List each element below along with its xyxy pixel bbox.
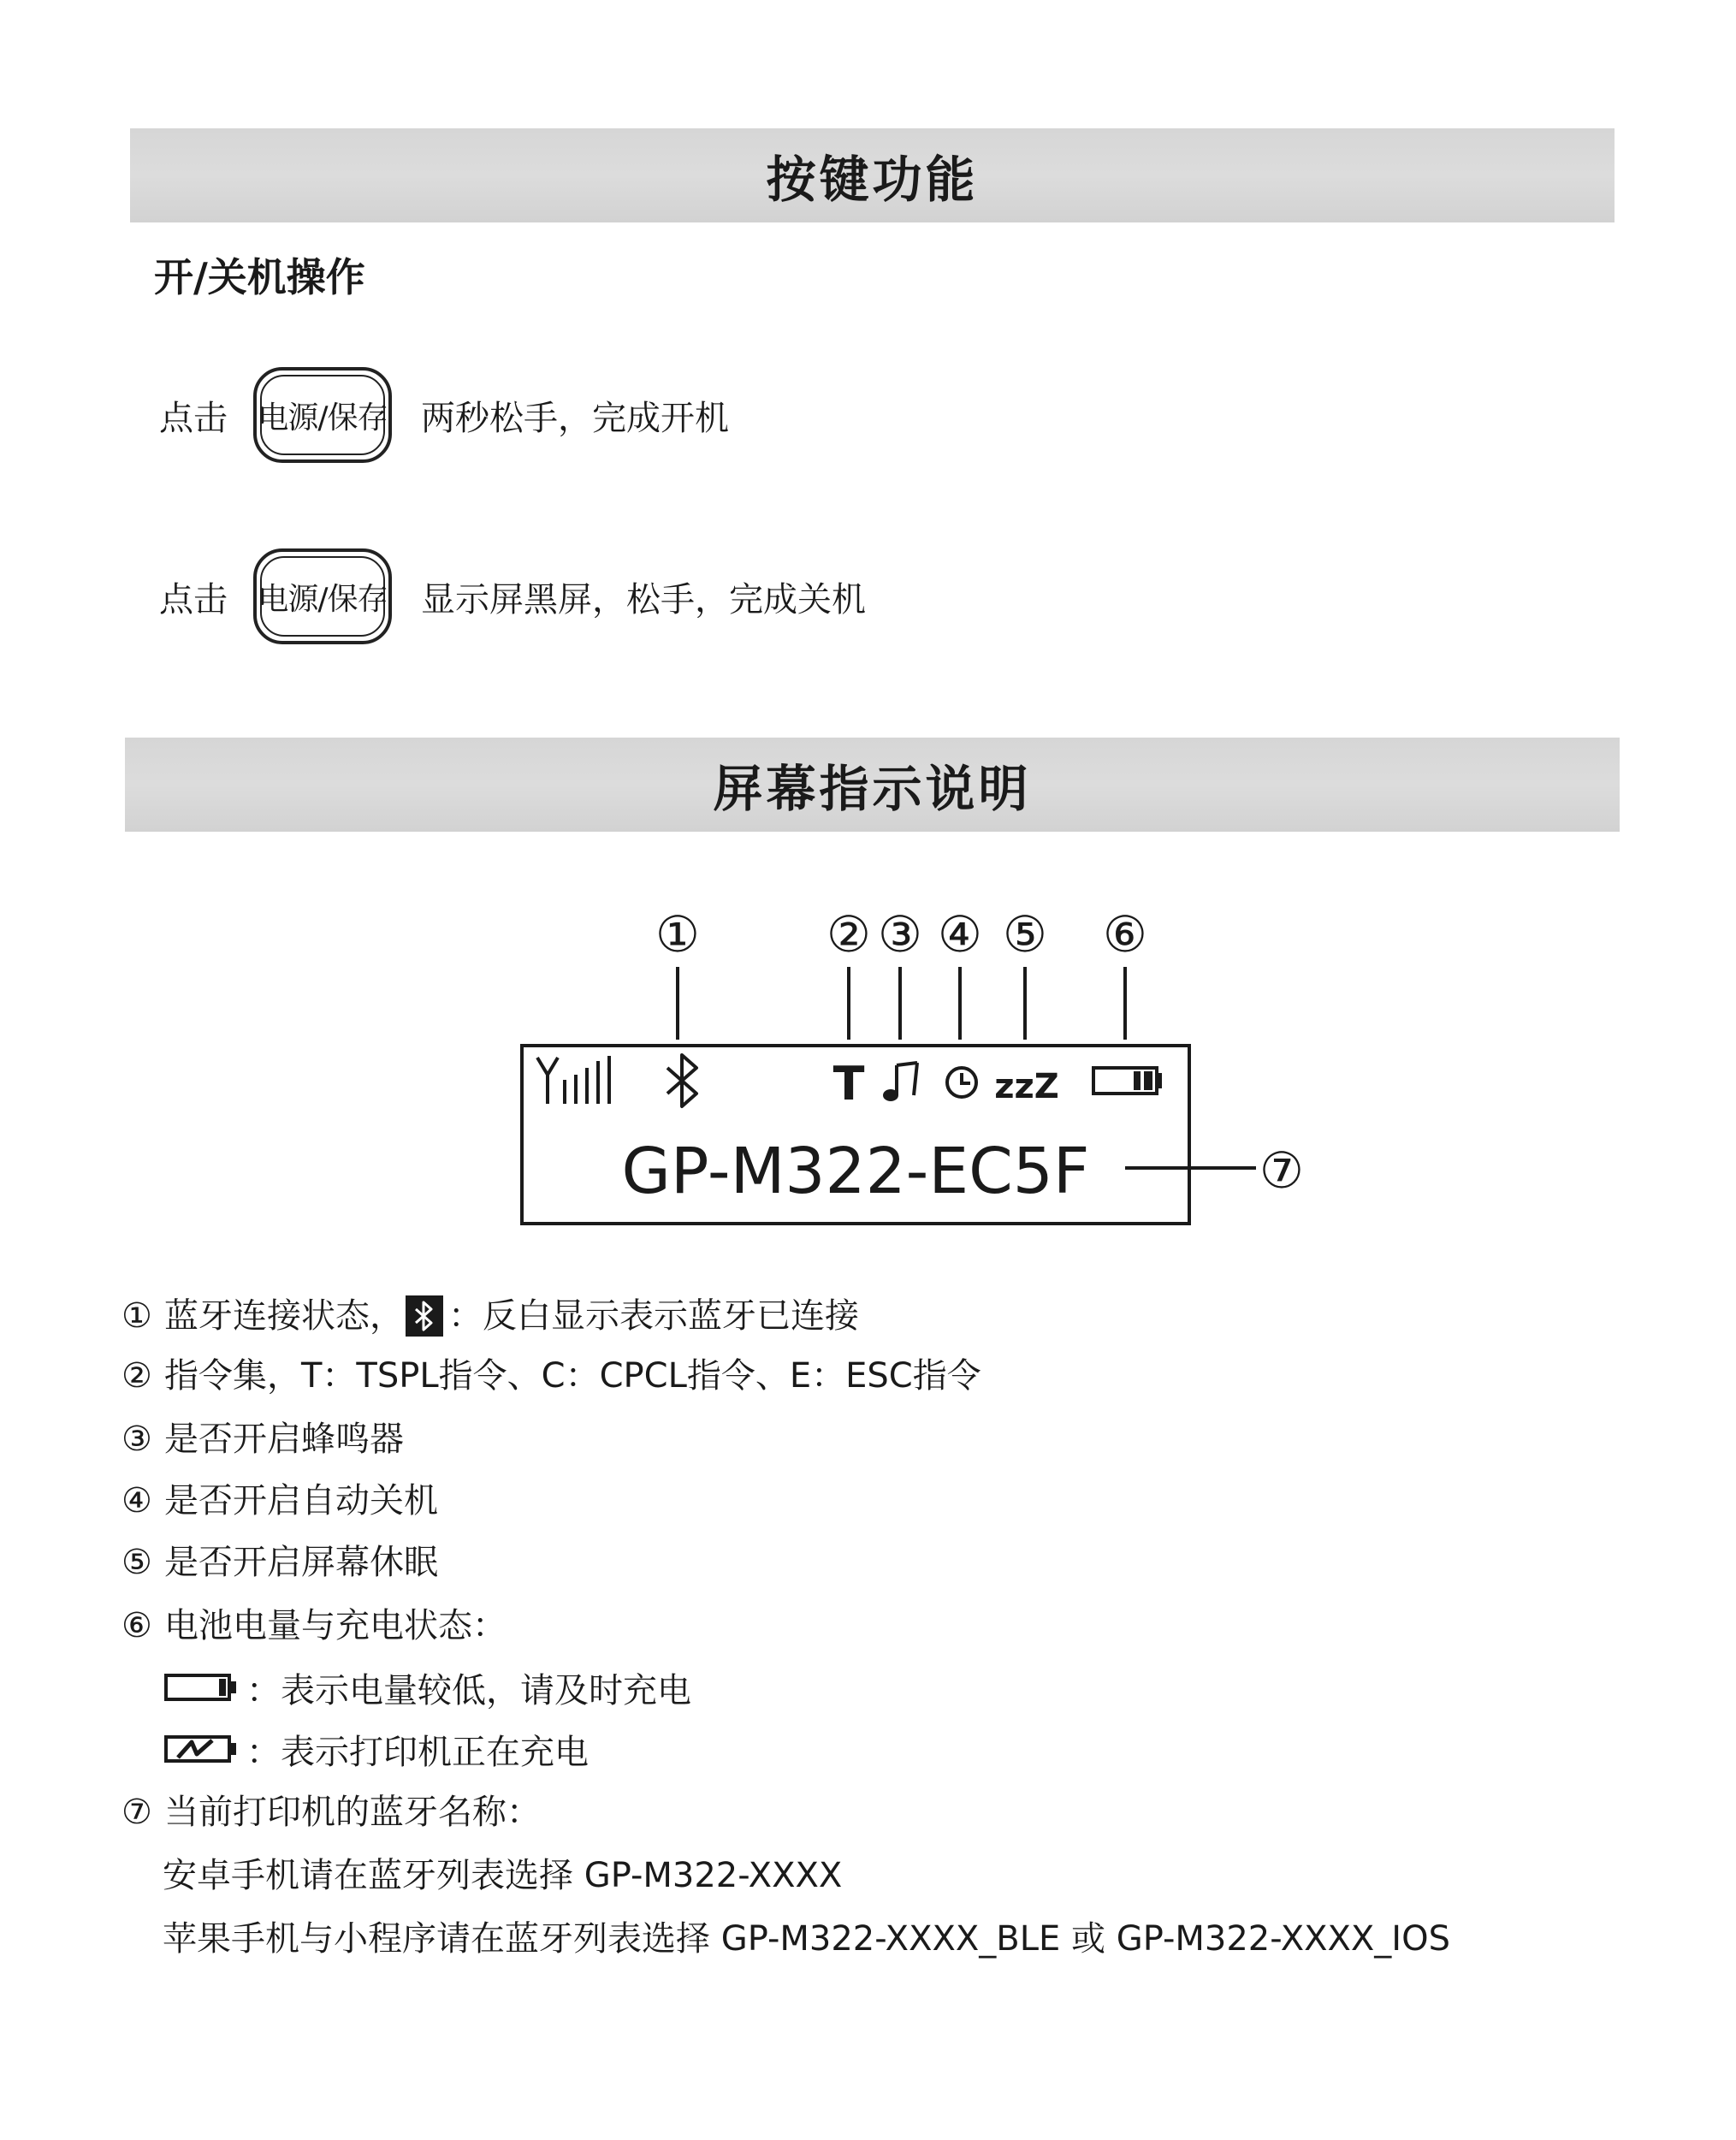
section-title-screen: 屏幕指示说明 [713,760,1032,818]
power-heading: 开/关机操作 [154,254,365,300]
callout-4: ④ [938,905,982,963]
legend-item-5 [121,1545,438,1580]
bluetooth-inverted-icon [406,1295,443,1337]
legend-item-1-text-b: ：反白显示表示蓝牙已连接 [448,1296,859,1336]
legend-item-1-num: ① [121,1296,152,1336]
power-on-text: 两秒松手，完成开机 [421,398,729,438]
legend-item-4-num: ④ [121,1481,152,1521]
legend-item-3 [121,1420,404,1459]
power-on-prefix: 点击 [159,398,228,438]
callout-1: ① [655,905,700,963]
power-save-key-label: 电源/保存 [258,400,388,436]
legend-item-6-num: ⑥ [121,1606,152,1645]
legend-item-7-text: 当前打印机的蓝牙名称： [164,1793,541,1832]
battery-low-row [163,1670,691,1710]
battery-charging-icon [163,1732,241,1772]
callout-3: ③ [878,905,922,963]
callout-6: ⑥ [1103,905,1147,963]
auto-off-clock-icon [947,1068,976,1097]
battery-charging-text: ：表示打印机正在充电 [246,1732,589,1772]
bluetooth-icon [667,1055,696,1106]
legend-item-2-text: 指令集，T：TSPL指令、C：CPCL指令、E：ESC指令 [164,1356,981,1396]
device-name: GP-M322-EC5F [621,1135,1090,1208]
callout-7: ⑦ [1259,1141,1304,1200]
power-off-text: 显示屏黑屏，松手，完成关机 [421,579,866,619]
apple-instructions: 苹果手机与小程序请在蓝牙列表选择 GP-M322-XXXX_BLE 或 GP-M322-XXXX_IOS [163,1919,1450,1959]
power-off-prefix: 点击 [159,579,228,619]
legend-item-7 [121,1793,541,1832]
sleep-icon: zzZ [994,1067,1059,1106]
legend-item-7-num: ⑦ [121,1793,152,1832]
legend-item-5-num: ⑤ [121,1543,152,1582]
battery-low-icon [163,1670,241,1710]
legend-item-6-text: 电池电量与充电状态： [164,1606,507,1645]
battery-low-text: ：表示电量较低，请及时充电 [246,1670,691,1710]
legend-item-5-text: 是否开启屏幕休眠 [164,1543,438,1582]
section-title-keys: 按键功能 [766,151,979,209]
signal-icon [537,1056,609,1104]
battery-charging-row [163,1732,589,1772]
legend-item-4-text: 是否开启自动关机 [164,1481,438,1521]
legend-item-6 [121,1606,507,1645]
legend-item-1 [121,1295,859,1337]
legend-item-3-text: 是否开启蜂鸣器 [164,1420,404,1459]
buzzer-music-icon [885,1063,917,1100]
callout-2: ② [827,905,871,963]
power-save-key-label: 电源/保存 [258,581,388,617]
legend-item-2 [121,1356,981,1396]
android-instructions: 安卓手机请在蓝牙列表选择 GP-M322-XXXX [163,1856,843,1895]
legend-item-4 [121,1481,438,1521]
legend-item-3-num: ③ [121,1420,152,1459]
legend-item-2-num: ② [121,1356,152,1396]
battery-icon [1093,1068,1162,1094]
instruction-set-indicator: T [832,1057,865,1111]
callout-5: ⑤ [1003,905,1047,963]
legend-item-1-text-a: 蓝牙连接状态， [164,1296,404,1336]
